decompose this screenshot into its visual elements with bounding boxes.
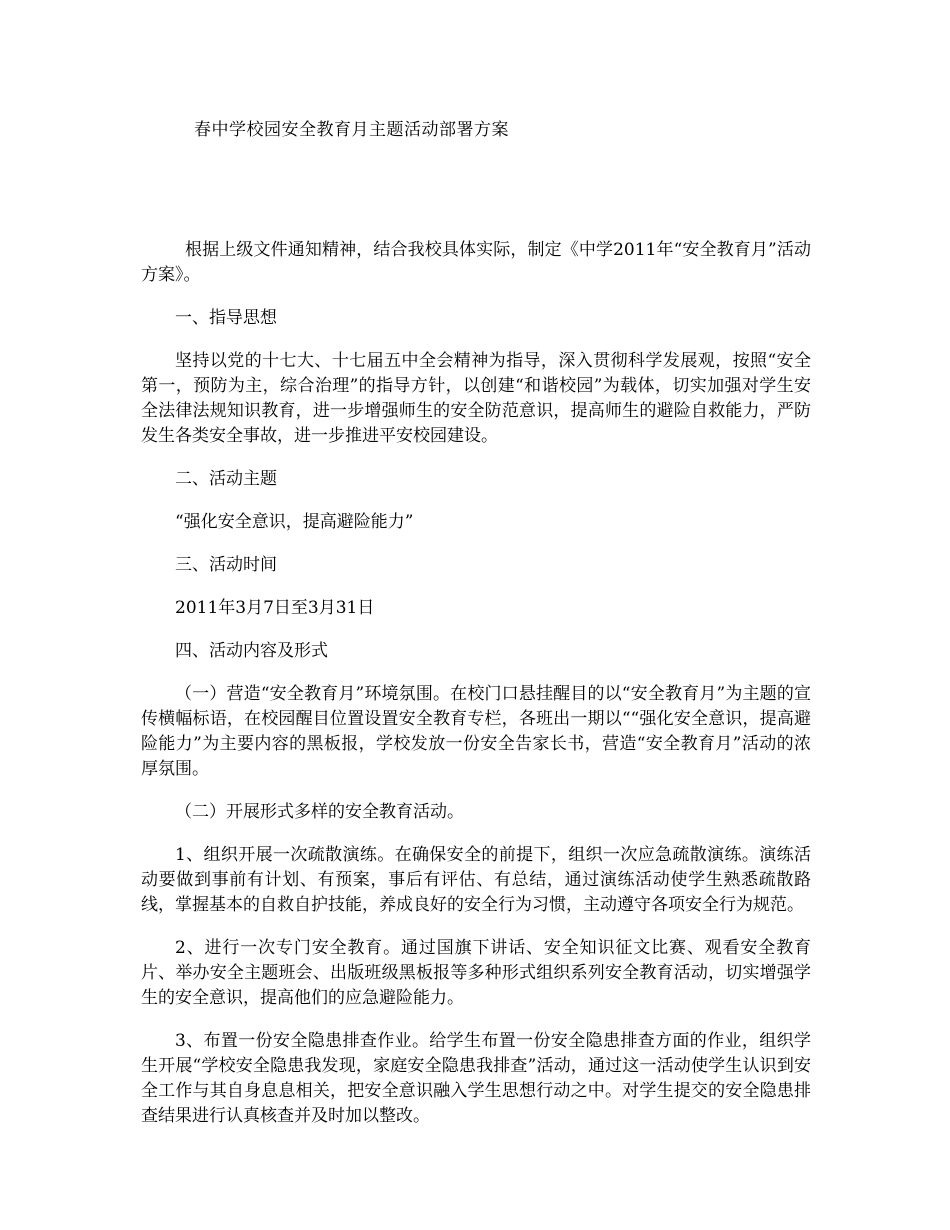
paragraph-activity-theme: “强化安全意识，提高避险能力”: [175, 512, 414, 532]
paragraph-activity-time: 2011年3月7日至3月31日: [175, 598, 375, 618]
paragraph-guiding-ideology: 坚持以党的十七大、十七届五中全会精神为指导，深入贯彻科学发展观，按照“安全第一，预防为主，综合治理”的指导方针，以创建“和谐校园”为载体，切实加强对学生安全法律法规知识教育，进一步增强师生的安全防范意识，提高师生的避险自救能力，严防发生各类安全事故，进一步推进平安校园建设。: [141, 351, 811, 446]
section-heading-guiding-ideology: 一、指导思想: [175, 308, 277, 328]
document-title: 春中学校园安全教育月主题活动部署方案: [194, 120, 509, 140]
paragraph-education: 2、进行一次专门安全教育。通过国旗下讲话、安全知识征文比赛、观看安全教育片、举办安全主题班会、出版班级黑板报等多种形式组织系列安全教育活动，切实增强学生的安全意识，提高他们的应急避险能力。: [141, 938, 811, 1008]
paragraph-activities-intro: （二）开展形式多样的安全教育活动。: [175, 802, 464, 822]
section-heading-activity-content: 四、活动内容及形式: [175, 641, 328, 661]
document-body: [141, 238, 811, 1147]
paragraph-drill: 1、组织开展一次疏散演练。在确保安全的前提下，组织一次应急疏散演练。演练活动要做到事前有计划、有预案，事后有评估、有总结，通过演练活动使学生熟悉疏散路线，掌握基本的自救自护技能，养成良好的安全行为习惯，主动遵守各项安全行为规范。: [141, 845, 811, 915]
paragraph-environment: （一）营造“安全教育月”环境氛围。在校门口悬挂醒目的以“安全教育月”为主题的宣传横幅标语，在校园醒目位置设置安全教育专栏，各班出一期以““强化安全意识，提高避险能力”为主要内容的黑板报，学校发放一份安全告家长书，营造“安全教育月”活动的浓厚氛围。: [141, 684, 811, 779]
paragraph-hazard-homework: 3、布置一份安全隐患排查作业。给学生布置一份安全隐患排查方面的作业，组织学生开展“学校安全隐患我发现，家庭安全隐患我排查”活动，通过这一活动使学生认识到安全工作与其自身息息相关，把安全意识融入学生思想行动之中。对学生提交的安全隐患排查结果进行认真核查并及时加以整改。: [141, 1031, 811, 1126]
section-heading-activity-theme: 二、活动主题: [175, 469, 277, 489]
section-heading-activity-time: 三、活动时间: [175, 555, 277, 575]
intro-paragraph: 根据上级文件通知精神，结合我校具体实际，制定《中学2011年“安全教育月”活动方案》。: [141, 240, 811, 285]
